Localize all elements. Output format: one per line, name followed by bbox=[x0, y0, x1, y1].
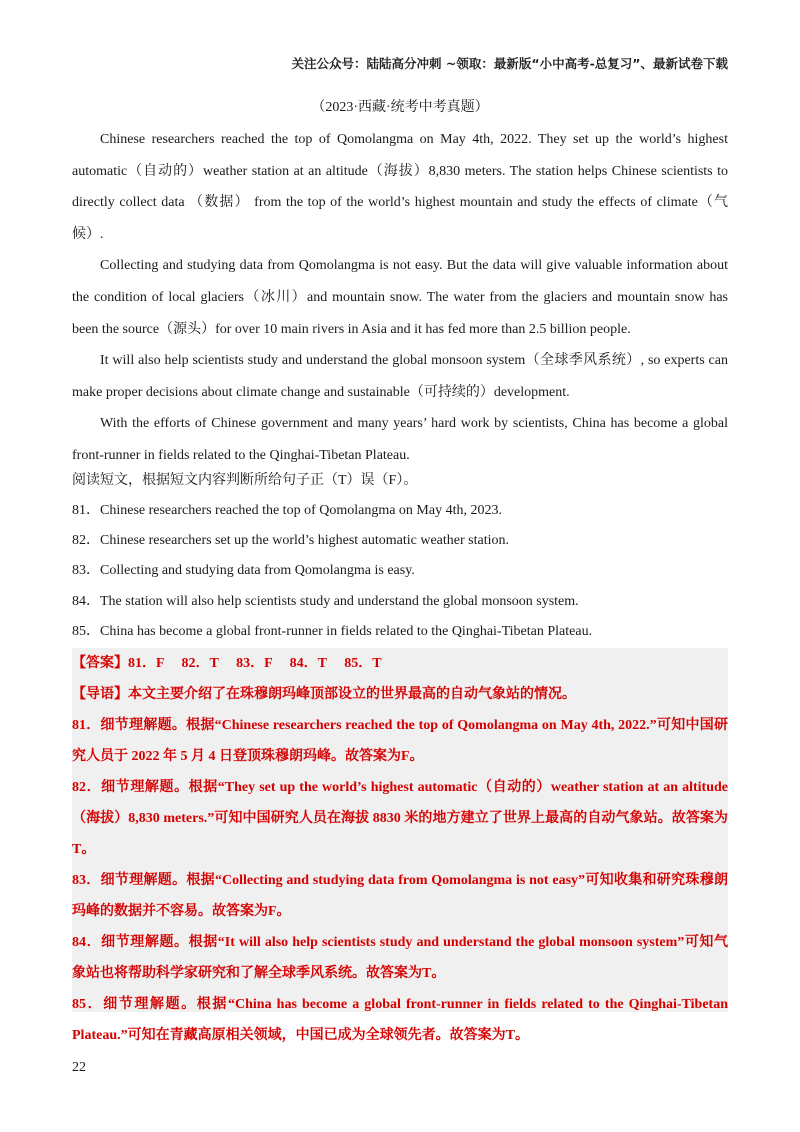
page-header: 关注公众号：陆陆高分冲刺 ~领取：最新版“小中高考-总复习”、最新试卷下载 bbox=[291, 56, 728, 71]
passage-paragraph: It will also help scientists study and understand the global monsoon system（全球季风系统）, so experts can make proper decisions about climate change and sustainable（可持续的）development. bbox=[72, 353, 728, 400]
explanation-item: 84．细节理解题。根据“It will also help scientists study and understand the global monsoon system”可知气象站也将帮助科学家研究和了解全球季风系统。故答案为T。 bbox=[72, 935, 728, 981]
page-number: 22 bbox=[72, 1060, 86, 1075]
passage-paragraph: Collecting and studying data from Qomolangma is not easy. But the data will give valuable information about the condition of local glaciers（冰川）and mountain snow. The water from the glaciers and mountain snow has been the source（源头）for over 10 main rivers in Asia and it has fed more than 2.5 billion people. bbox=[72, 258, 728, 337]
explanation-item: 85．细节理解题。根据“China has become a global front-runner in fields related to the Qinghai-Tibetan Plateau.”可知在青藏高原相关领域，中国已成为全球领先者。故答案为T。 bbox=[72, 997, 728, 1043]
question-item: 83．Collecting and studying data from Qomolangma is easy. bbox=[72, 563, 415, 579]
question-item: 84．The station will also help scientists study and understand the global monsoon system. bbox=[72, 593, 579, 609]
reading-passage bbox=[72, 124, 728, 472]
exam-source: （2023·西藏·统考中考真题） bbox=[311, 100, 489, 115]
explanation-item: 83．细节理解题。根据“Collecting and studying data from Qomolangma is not easy”可知收集和研究珠穆朗玛峰的数据并不容易。故答案为F。 bbox=[72, 873, 728, 919]
answer-section bbox=[72, 648, 728, 1043]
explanation-item: 81．细节理解题。根据“Chinese researchers reached the top of Qomolangma on May 4th, 2022.”可知中国研究人员于 2022 年 5 月 4 日登顶珠穆朗玛峰。故答案为F。 bbox=[72, 718, 728, 764]
passage-paragraph: With the efforts of Chinese government and many years’ hard work by scientists, China has become a global front-runner in fields related to the Qinghai-Tibetan Plateau. bbox=[72, 416, 728, 463]
question-item: 81．Chinese researchers reached the top of Qomolangma on May 4th, 2023. bbox=[72, 503, 502, 518]
instruction: 阅读短文，根据短文内容判断所给句子正（T）误（F）。 bbox=[72, 473, 418, 488]
question-item: 85．China has become a global front-runner in fields related to the Qinghai-Tibetan Plateau. bbox=[72, 623, 593, 639]
passage-paragraph: Chinese researchers reached the top of Qomolangma on May 4th, 2022. They set up the world’s highest automatic（自动的）weather station at an altitude（海拔）8,830 meters. The station helps Chinese scientists to directly collect data （数据） from the top of the world’s highest mountain and study the effects of climate（气候）. bbox=[72, 132, 728, 242]
guide-text: 【导语】本文主要介绍了在珠穆朗玛峰顶部设立的世界最高的自动气象站的情况。 bbox=[72, 687, 576, 702]
answer-key: 【答案】81．F 82．T 83．F 84．T 85．T bbox=[72, 656, 382, 671]
explanation-item: 82．细节理解题。根据“They set up the world’s highest automatic（自动的）weather station at an altitude（海拔）8,830 meters.”可知中国研究人员在海拔 8830 米的地方建立了世界上最高的自动气象站。故答案为T。 bbox=[72, 780, 728, 857]
question-item: 82．Chinese researchers set up the world’s highest automatic weather station. bbox=[72, 533, 509, 549]
question-list bbox=[72, 496, 728, 647]
